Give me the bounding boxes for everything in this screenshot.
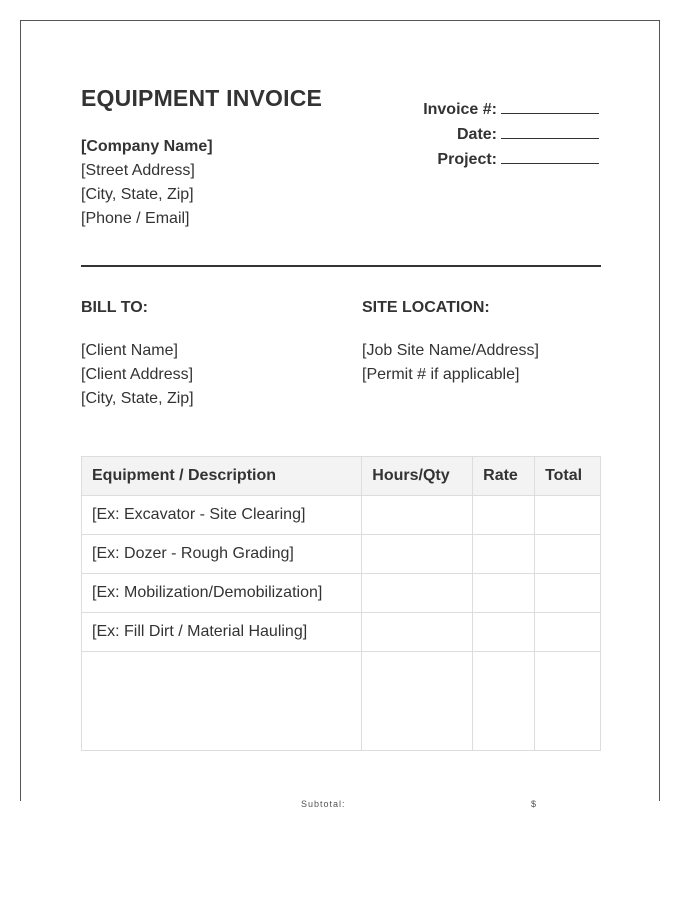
cell-description: [Ex: Mobilization/Demobilization] xyxy=(82,574,362,613)
cell-total xyxy=(535,613,601,652)
table-header-row xyxy=(82,457,601,496)
date-label: Date: xyxy=(456,126,497,143)
project-label: Project: xyxy=(437,151,497,168)
invoice-number-label: Invoice #: xyxy=(423,101,497,118)
bill-to-client-name: [Client Name] xyxy=(81,342,178,359)
site-location-heading: SITE LOCATION: xyxy=(362,299,490,316)
date-row xyxy=(423,122,599,147)
cell-description: [Ex: Excavator - Site Clearing] xyxy=(82,496,362,535)
bill-to-city: [City, State, Zip] xyxy=(81,390,194,407)
table-row-blank xyxy=(82,652,601,751)
company-city: [City, State, Zip] xyxy=(81,186,194,203)
bill-to-heading: BILL TO: xyxy=(81,299,148,316)
header-equipment: Equipment / Description xyxy=(82,457,362,496)
cell-total xyxy=(535,574,601,613)
cell-rate xyxy=(473,574,535,613)
invoice-number-row xyxy=(423,97,599,122)
site-location-block xyxy=(362,339,539,387)
cell-rate xyxy=(473,535,535,574)
invoice-sheet xyxy=(20,20,660,809)
subtotal-label-cut: Subtotal: xyxy=(301,799,346,809)
cell-hours-qty xyxy=(362,574,473,613)
invoice-number-field[interactable] xyxy=(501,97,599,114)
subtotal-currency-cut: $ xyxy=(531,799,537,809)
cell-hours-qty xyxy=(362,496,473,535)
date-field[interactable] xyxy=(501,122,599,139)
cell-rate xyxy=(473,613,535,652)
cell-rate xyxy=(473,652,535,751)
project-field[interactable] xyxy=(501,147,599,164)
header-hours-qty: Hours/Qty xyxy=(362,457,473,496)
company-block xyxy=(81,135,213,231)
header-divider xyxy=(81,265,601,267)
cell-total xyxy=(535,535,601,574)
cell-description: [Ex: Dozer - Rough Grading] xyxy=(82,535,362,574)
table-row xyxy=(82,496,601,535)
cell-description xyxy=(82,652,362,751)
table-row xyxy=(82,613,601,652)
invoice-title: EQUIPMENT INVOICE xyxy=(81,85,323,111)
invoice-meta xyxy=(423,97,599,172)
site-location-permit: [Permit # if applicable] xyxy=(362,366,520,383)
header-rate: Rate xyxy=(473,457,535,496)
table-row xyxy=(82,574,601,613)
cell-hours-qty xyxy=(362,652,473,751)
equipment-table xyxy=(81,456,601,751)
company-contact: [Phone / Email] xyxy=(81,210,190,227)
cell-description: [Ex: Fill Dirt / Material Hauling] xyxy=(82,613,362,652)
cell-total xyxy=(535,496,601,535)
cell-total xyxy=(535,652,601,751)
header-total: Total xyxy=(535,457,601,496)
table-row xyxy=(82,535,601,574)
cell-hours-qty xyxy=(362,613,473,652)
bill-to-block xyxy=(81,339,194,411)
project-row xyxy=(423,147,599,172)
bill-to-client-address: [Client Address] xyxy=(81,366,194,383)
cell-hours-qty xyxy=(362,535,473,574)
site-location-name: [Job Site Name/Address] xyxy=(362,342,539,359)
company-street: [Street Address] xyxy=(81,162,195,179)
cell-rate xyxy=(473,496,535,535)
company-name: [Company Name] xyxy=(81,138,213,155)
